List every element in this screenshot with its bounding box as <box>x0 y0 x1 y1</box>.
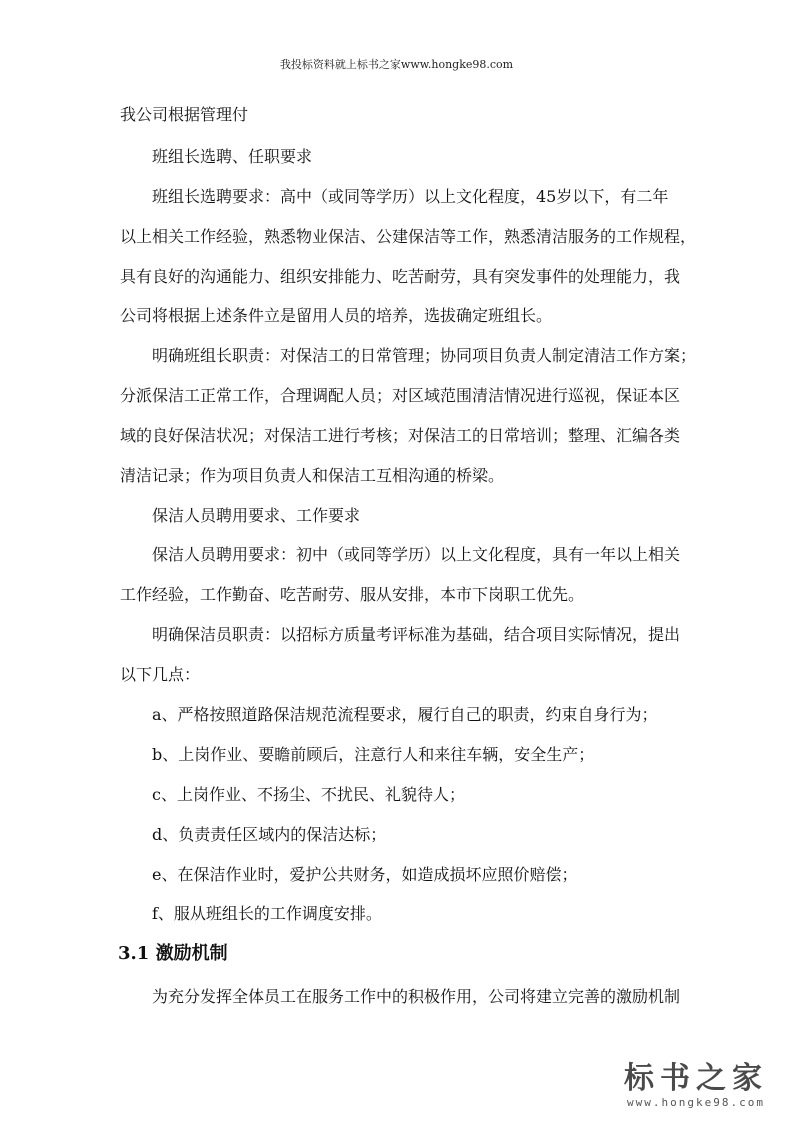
list-item: e、在保洁作业时，爱护公共财务，如造成损坏应照价赔偿； <box>152 865 578 884</box>
paragraph-line: 明确班组长职责：对保洁工的日常管理；协同项目负责人制定清洁工作方案； <box>152 346 697 365</box>
paragraph-line: 以上相关工作经验，熟悉物业保洁、公建保洁等工作，熟悉清洁服务的工作规程， <box>120 227 697 246</box>
paragraph-line: 具有良好的沟通能力、组织安排能力、吃苦耐劳，具有突发事件的处理能力，我 <box>120 267 681 286</box>
site-logo <box>611 1062 781 1112</box>
paragraph-line: 公司将根据上述条件立是留用人员的培养，选拔确定班组长。 <box>120 306 553 325</box>
paragraph-line: 工作经验，工作勤奋、吃苦耐劳、服从安排，本市下岗职工优先。 <box>120 585 585 604</box>
logo-url: www.hongke98.com <box>627 1096 765 1109</box>
list-item: b、上岗作业、要瞻前顾后，注意行人和来往车辆，安全生产； <box>152 745 595 764</box>
paragraph-line: 班组长选聘要求：高中（或同等学历）以上文化程度，45岁以下，有二年 <box>152 187 669 206</box>
subheading-cleaner: 保洁人员聘用要求、工作要求 <box>152 506 361 525</box>
list-item: a、严格按照道路保洁规范流程要求，履行自己的职责，约束自身行为； <box>152 705 658 724</box>
paragraph-line: 清洁记录；作为项目负责人和保洁工互相沟通的桥梁。 <box>120 466 505 485</box>
paragraph-line: 为充分发挥全体员工在服务工作中的积极作用，公司将建立完善的激励机制 <box>152 987 681 1006</box>
paragraph-line: 域的良好保洁状况；对保洁工进行考核；对保洁工的日常培训；整理、汇编各类 <box>120 426 681 445</box>
paragraph-line: 以下几点： <box>120 665 201 684</box>
logo-text: 标书之家 <box>624 1061 768 1096</box>
paragraph-line: 保洁人员聘用要求：初中（或同等学历）以上文化程度，具有一年以上相关 <box>152 545 681 564</box>
section-heading: 3.1 激励机制 <box>118 943 228 964</box>
page-header: 我投标资料就上标书之家www.hongke98.com <box>279 58 514 71</box>
subheading-team-leader: 班组长选聘、任职要求 <box>152 147 313 166</box>
list-item: f、服从班组长的工作调度安排。 <box>152 904 382 923</box>
list-item: c、上岗作业、不扬尘、不扰民、礼貌待人； <box>152 785 465 804</box>
paragraph-line: 明确保洁员职责：以招标方质量考评标准为基础，结合项目实际情况，提出 <box>152 625 681 644</box>
paragraph-line: 我公司根据管理付 <box>120 105 249 124</box>
list-item: d、负责责任区域内的保洁达标； <box>152 825 387 844</box>
paragraph-line: 分派保洁工正常工作，合理调配人员；对区域范围清洁情况进行巡视，保证本区 <box>120 386 681 405</box>
